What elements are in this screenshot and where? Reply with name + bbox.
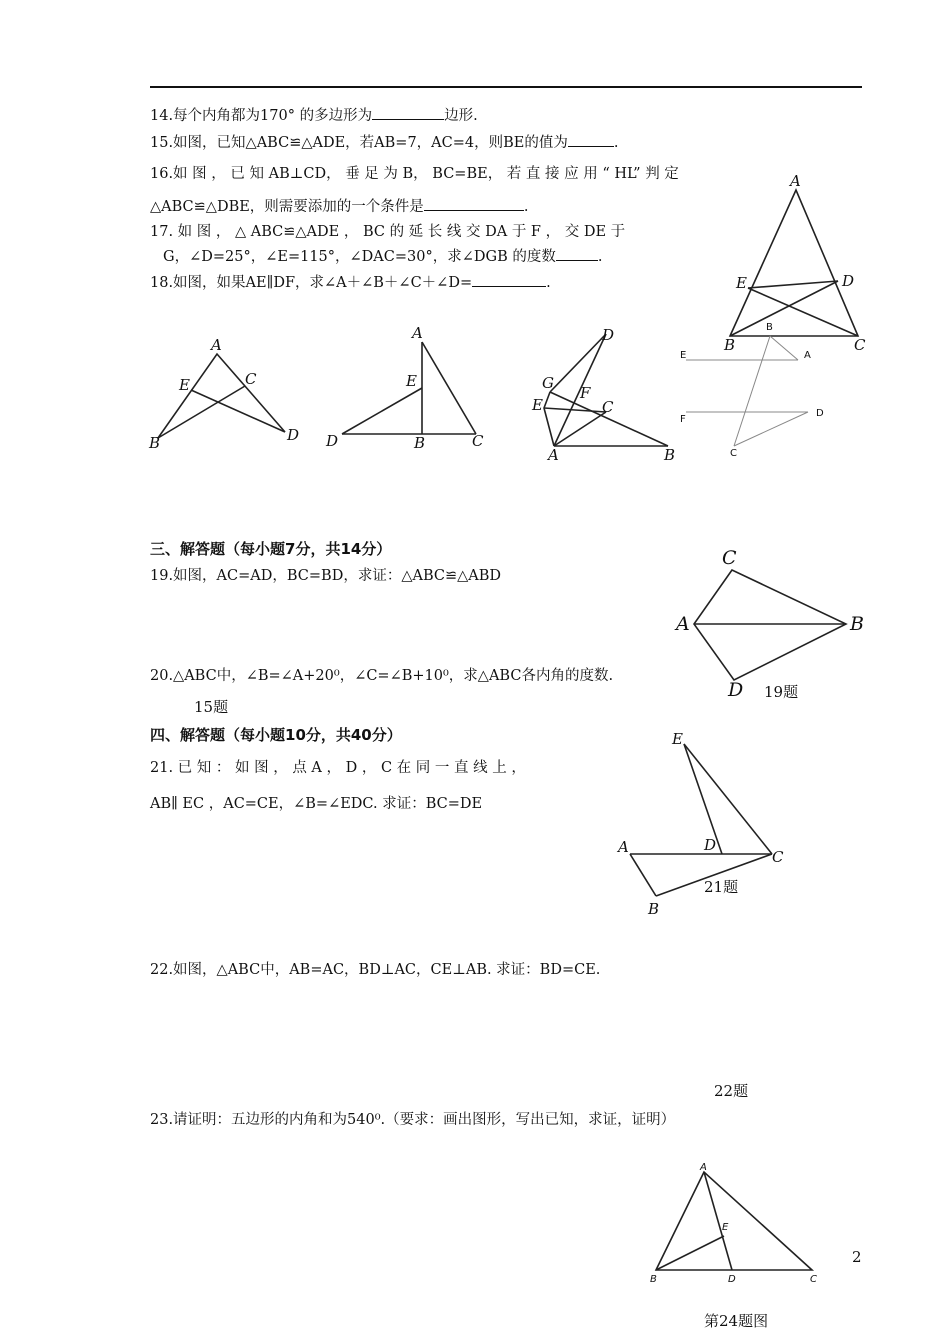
caption-fig15: 15题 <box>194 698 229 716</box>
fig16-label-d: D <box>326 432 339 450</box>
fig18-label-b: B <box>766 322 773 333</box>
q18-suffix: . <box>546 275 551 291</box>
q17-text: G，∠D=25°，∠E=115°，∠DAC=30°，求∠DGB 的度数 <box>163 249 556 265</box>
caption-fig22: 22题 <box>714 1082 749 1100</box>
fig19-label-b: B <box>850 613 864 635</box>
fig22-label-e: E <box>736 274 747 292</box>
fig15-label-d: D <box>287 426 300 444</box>
fig21-label-d: D <box>704 836 717 854</box>
fig22-label-a: A <box>790 172 801 190</box>
question-18 <box>150 272 551 293</box>
fig24-label-e: E <box>722 1222 729 1233</box>
fig21-label-e: E <box>672 730 683 748</box>
fig24-label-d: D <box>728 1274 736 1285</box>
fig19-label-a: A <box>676 613 690 635</box>
question-17-line2 <box>163 246 602 267</box>
q18-answer-blank[interactable] <box>472 272 546 287</box>
q16-suffix: . <box>523 199 529 215</box>
fig17-label-c: C <box>602 398 614 416</box>
q14-answer-blank[interactable] <box>372 105 444 120</box>
question-15 <box>150 132 618 153</box>
fig16-label-a: A <box>412 324 423 342</box>
fig22-label-b: B <box>724 336 736 354</box>
q15-text: 15.如图，已知△ABC≌△ADE，若AB=7，AC=4，则BE的值为 <box>150 135 568 151</box>
fig21-label-a: A <box>618 838 629 856</box>
fig16-label-c: C <box>472 432 484 450</box>
figure-15 <box>145 336 305 456</box>
question-20: 20.△ABC中，∠B=∠A+20⁰，∠C=∠B+10⁰，求△ABC各内角的度数. <box>150 668 614 684</box>
page-number: 2 <box>852 1248 862 1266</box>
fig17-label-g: G <box>542 374 554 392</box>
question-23: 23.请证明：五边形的内角和为540⁰.（要求：画出图形，写出已知，求证，证明） <box>150 1112 676 1128</box>
fig22-label-c: C <box>854 336 866 354</box>
question-14 <box>150 105 478 126</box>
fig19-label-d: D <box>728 679 744 701</box>
fig18-label-e: E <box>680 350 687 361</box>
question-21-line2: AB∥ EC ，AC=CE，∠B=∠EDC. 求证：BC=DE <box>150 796 483 812</box>
question-16-line2 <box>150 196 528 217</box>
q15-answer-blank[interactable] <box>568 132 614 147</box>
fig19-label-c: C <box>722 547 737 569</box>
question-17-line1: 17. 如 图 ， △ ABC≌△ADE ， BC 的 延 长 线 交 DA 于 F ， 交 DE 于 <box>150 224 626 240</box>
section-4-heading: 四、解答题（每小题10分，共40分） <box>150 726 402 744</box>
fig17-label-f: F <box>580 384 591 402</box>
fig17-label-a: A <box>548 446 559 464</box>
fig15-label-a: A <box>211 336 222 354</box>
question-22: 22.如图，△ABC中，AB=AC，BD⊥AC，CE⊥AB. 求证：BD=CE. <box>150 962 601 978</box>
question-19: 19.如图，AC=AD，BC=BD，求证：△ABC≌△ABD <box>150 568 502 584</box>
fig24-label-b: B <box>650 1274 657 1285</box>
fig18-label-d: D <box>816 408 824 419</box>
q14-text: 14.每个内角都为170° 的多边形为 <box>150 108 373 124</box>
section-3-heading: 三、解答题（每小题7分，共14分） <box>150 540 392 558</box>
question-21-line1: 21. 已 知 ： 如 图 ， 点 A ， D ， C 在 同 一 直 线 上 ， <box>150 760 526 776</box>
figure-18 <box>676 318 846 458</box>
fig21-label-b: B <box>648 900 660 918</box>
q16-answer-blank[interactable] <box>424 196 524 211</box>
figure-24 <box>640 1160 840 1290</box>
caption-fig21: 21题 <box>704 878 739 896</box>
q18-text: 18.如图，如果AE∥DF，求∠A＋∠B＋∠C＋∠D= <box>150 275 473 291</box>
fig18-label-a: A <box>804 350 811 361</box>
header-rule <box>150 86 862 88</box>
fig24-label-a: A <box>700 1162 707 1173</box>
figure-17 <box>528 326 688 466</box>
question-16-line1: 16.如 图 ， 已 知 AB⊥CD， 垂 足 为 B， BC=BE， 若 直 接 应 用 “ HL” 判 定 <box>150 166 679 182</box>
fig16-label-b: B <box>414 434 426 452</box>
figure-16 <box>322 322 492 452</box>
caption-fig24: 第24题图 <box>704 1312 769 1330</box>
fig17-label-e: E <box>532 396 543 414</box>
fig15-label-e: E <box>179 376 190 394</box>
q17-answer-blank[interactable] <box>556 246 598 261</box>
q17-suffix: . <box>597 249 603 265</box>
q15-suffix: . <box>613 135 619 151</box>
fig17-label-b: B <box>664 446 676 464</box>
fig16-label-e: E <box>406 372 417 390</box>
q14-suffix: 边形. <box>444 108 478 124</box>
fig21-label-c: C <box>772 848 784 866</box>
fig15-label-c: C <box>245 370 257 388</box>
fig22-label-d: D <box>842 272 855 290</box>
q16-text: △ABC≌△DBE，则需要添加的一个条件是 <box>150 199 424 215</box>
fig18-label-f: F <box>680 414 686 425</box>
fig18-label-c: C <box>730 448 737 459</box>
fig15-label-b: B <box>149 434 161 452</box>
fig24-label-c: C <box>810 1274 817 1285</box>
caption-fig19: 19题 <box>764 683 799 701</box>
fig17-label-d: D <box>602 326 615 344</box>
